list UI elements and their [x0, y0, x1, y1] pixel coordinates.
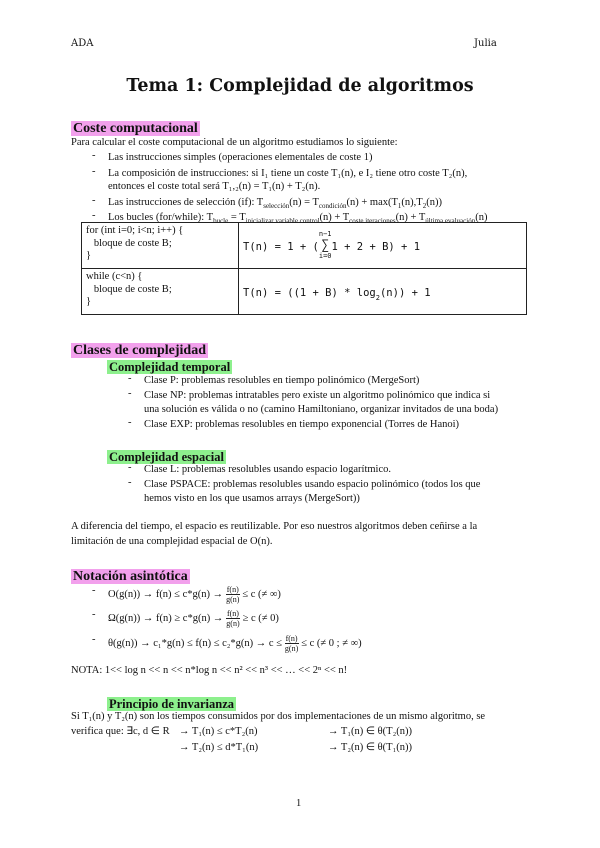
espacio-paragraph-line-2: limitación de una complejidad espacial de O(n).: [71, 536, 273, 547]
dash-icon: -: [92, 585, 96, 596]
formula-part: T(n) = 1 + (: [243, 241, 319, 253]
coste-bullet-1: Las instrucciones simples (operaciones elementales de coste 1): [108, 152, 373, 163]
coste-bullet-2-line-1: La composición de instrucciones: si I₁ tiene un coste T₁(n), e I₂ tiene otro coste T₂(n),: [108, 168, 468, 179]
notation-theta: [108, 633, 362, 655]
fraction: $\frac{f(n)}{g(n)}$: [226, 585, 240, 605]
notation-big-o: [108, 584, 281, 606]
fraction: $\frac{f(n)}{g(n)}$: [226, 609, 240, 629]
coste-bullet-4: Los bucles (for/while): $T_{bucle} = T_{inicializar variable control}(n) + T_{coste iteraciones}(n) + T_{última evaluación}(n)$: [108, 212, 488, 226]
fraction: $\frac{f(n)}{g(n)}$: [284, 634, 299, 654]
invarianza-r2a: → T₂(n) ≤ d*T₁(n): [179, 742, 259, 753]
coste-bullet-2: [108, 167, 526, 193]
table-cell-formula: [239, 223, 527, 269]
dash-icon: -: [128, 477, 132, 488]
nota-line: NOTA: 1<< log n << n << n*log n << n² << n³ << … << 2ⁿ << n!: [71, 665, 348, 676]
dash-icon: -: [92, 166, 96, 177]
notation-omega: [108, 608, 279, 630]
formula-part: ≤ c (≠ ∞): [242, 589, 281, 600]
temporal-item-np: Clase NP: problemas intratables pero existe un algoritmo polinómico que indica si: [144, 390, 491, 401]
section-heading-clases: Clases de complejidad: [73, 343, 206, 358]
espacial-item-l: Clase L: problemas resolubles usando espacio logarítmico.: [144, 464, 391, 475]
formula-part: T(n) = ((1 + B) * log: [243, 286, 376, 299]
coste-intro: Para calcular el coste computacional de un algoritmo estudiamos lo siguiente:: [71, 137, 398, 148]
table-cell-code: [82, 269, 239, 315]
espacio-paragraph-line-1: A diferencia del tiempo, el espacio es reutilizable. Por eso nuestros algoritmos deben ceñirse a la: [71, 521, 478, 532]
cost-table: [81, 222, 527, 315]
dash-icon: -: [92, 150, 96, 161]
subheading-espacial: Complejidad espacial: [109, 450, 224, 464]
formula-part: 1 + 2 + B) + 1: [331, 241, 421, 253]
subheading-invarianza: Principio de invarianza: [109, 697, 234, 711]
section-heading-coste: Coste computacional: [73, 121, 198, 136]
dash-icon: -: [92, 210, 96, 221]
header-right: Julia: [474, 38, 497, 49]
log-base: 2: [375, 294, 380, 303]
temporal-item-np-cont: una solución es válida o no (camino Hamiltoniano, organizar invitados de una boda): [144, 404, 499, 415]
table-row: [82, 269, 527, 315]
formula-part: θ(g(n)) → c₁*g(n) ≤ f(n) ≤ c₂*g(n) → c ≤: [108, 638, 282, 649]
dash-icon: -: [128, 373, 132, 384]
espacial-item-pspace: Clase PSPACE: problemas resolubles usando espacio polinómico (todos los que: [144, 479, 481, 490]
summation-symbol: n−1 ∑ i=0: [318, 230, 332, 260]
header-left: ADA: [71, 38, 94, 49]
formula-part: Ω(g(n)) → f(n) ≥ c*g(n) →: [108, 613, 224, 624]
invarianza-r2b: → T₂(n) ∈ θ(T₁(n)): [328, 742, 412, 753]
dash-icon: -: [92, 195, 96, 206]
formula-part: O(g(n)) → f(n) ≤ c*g(n) →: [108, 589, 224, 600]
formula-part: ≥ c (≠ 0): [242, 613, 279, 624]
page-number: 1: [296, 798, 302, 809]
espacial-item-pspace-cont: hemos visto en los que usamos arrays (MergeSort)): [144, 493, 360, 504]
invarianza-line-2: verifica que: ∃c, d ∈ R: [71, 726, 170, 737]
formula-part: (n)) + 1: [379, 286, 431, 299]
temporal-item-p: Clase P: problemas resolubles en tiempo polinómico (MergeSort): [144, 375, 420, 386]
dash-icon: -: [92, 634, 96, 645]
section-heading-notacion: Notación asintótica: [73, 569, 188, 584]
coste-bullet-2-line-2: entonces el coste total será T₁,₂(n) = T₁(n) + T₂(n).: [108, 181, 321, 192]
dash-icon: -: [128, 388, 132, 399]
coste-bullet-3: Las instrucciones de selección (if): $T_{selección}(n) = T_{condición}(n) + \max(T_1(n),T_2(n))$: [108, 197, 442, 211]
dash-icon: -: [128, 417, 132, 428]
code-block-for: for (int i=0; i<n; i++) { bloque de coste B; }: [86, 225, 184, 261]
page-title: Tema 1: Complejidad de algoritmos: [126, 76, 474, 96]
invarianza-r1b: → T₁(n) ∈ θ(T₂(n)): [328, 726, 412, 737]
table-cell-formula: [239, 269, 527, 315]
dash-icon: -: [128, 462, 132, 473]
table-row: [82, 223, 527, 269]
invarianza-line-1: Si T₁(n) y T₂(n) son los tiempos consumidos por dos implementaciones de un mismo algoritmo, se: [71, 711, 486, 722]
subheading-temporal: Complejidad temporal: [109, 360, 231, 374]
invarianza-r1a: → T₁(n) ≤ c*T₂(n): [179, 726, 258, 737]
table-cell-code: [82, 223, 239, 269]
formula-part: ≤ c (≠ 0 ; ≠ ∞): [301, 638, 362, 649]
temporal-item-exp: Clase EXP: problemas resolubles en tiempo exponencial (Torres de Hanoi): [144, 419, 460, 430]
dash-icon: -: [92, 609, 96, 620]
code-block-while: while (c<n) { bloque de coste B; }: [86, 271, 172, 307]
